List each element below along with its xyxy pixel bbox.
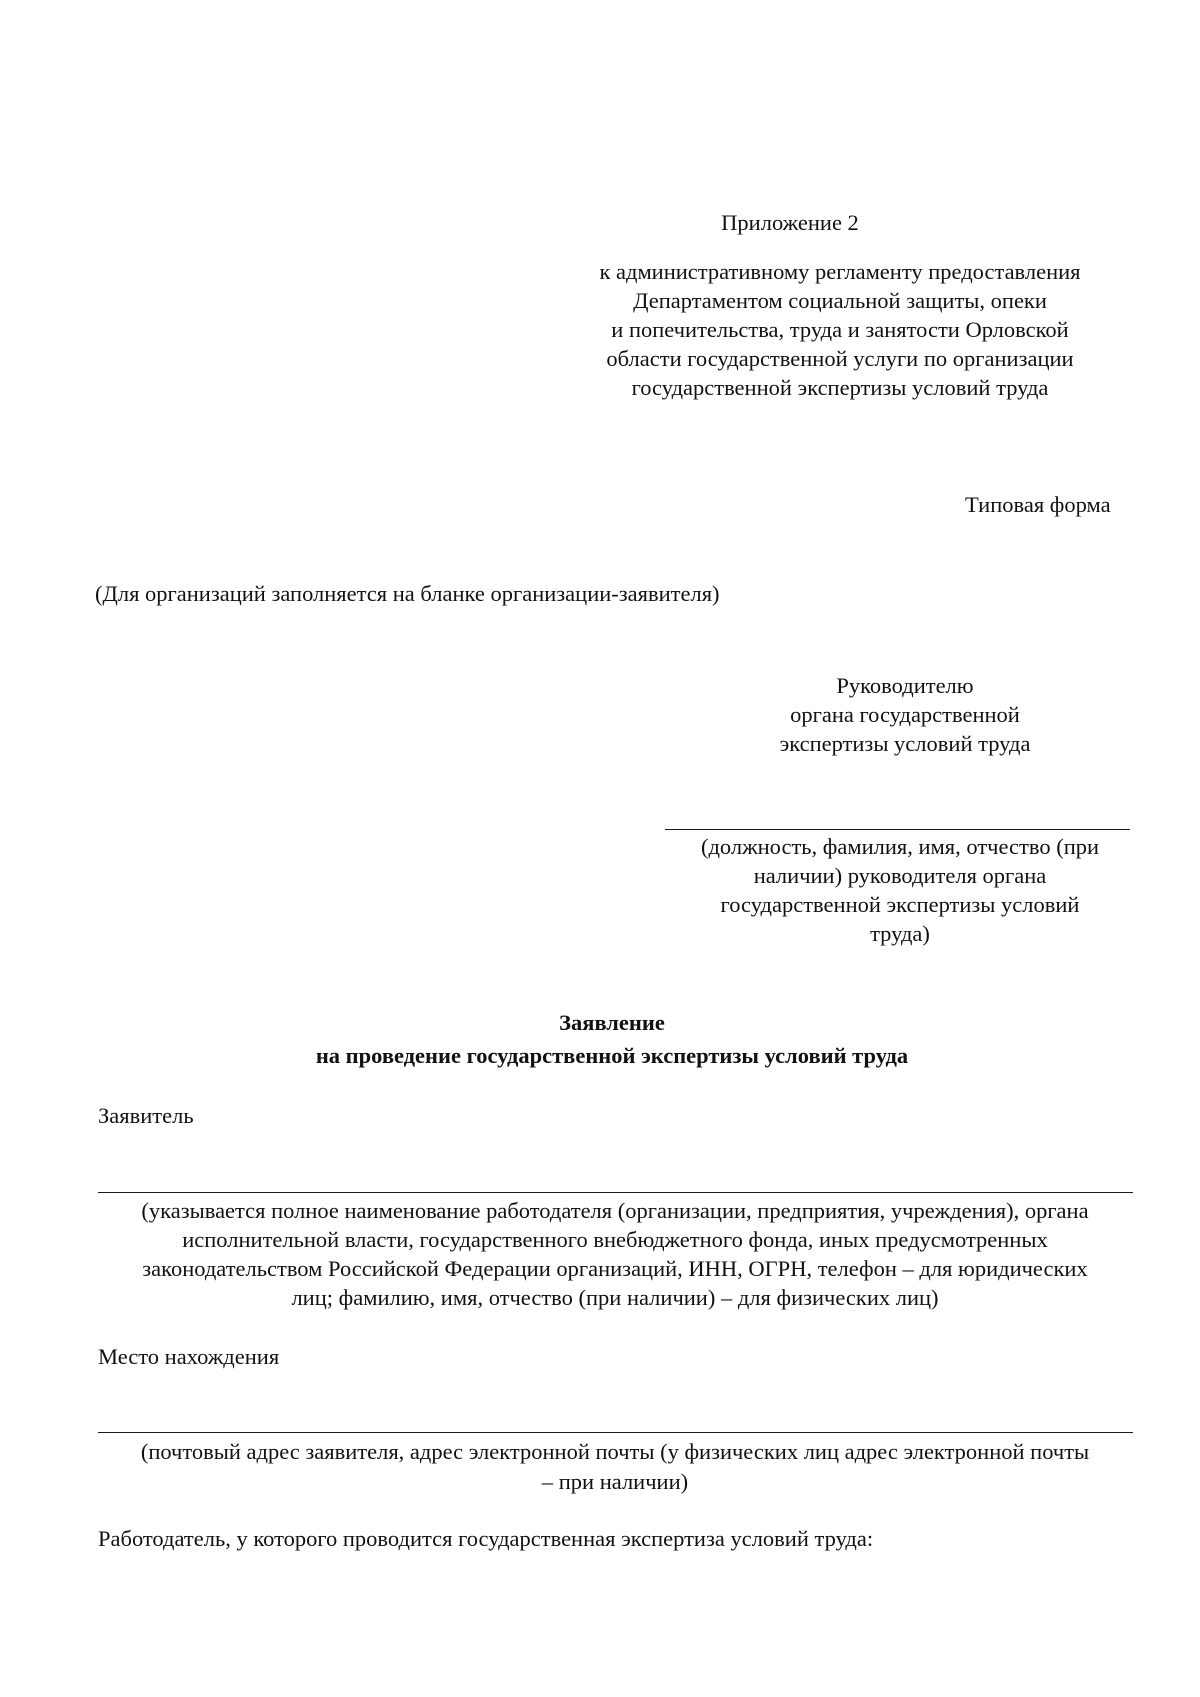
appendix-line: Департаментом социальной защиты, опеки <box>633 288 1047 313</box>
document-heading <box>0 1006 1200 1072</box>
location-label: Место нахождения <box>98 1344 280 1369</box>
employer-label: Работодатель, у которого проводится государственная экспертиза условий труда: <box>98 1526 874 1551</box>
applicant-hint-line: исполнительной власти, государственного внебюджетного фонда, иных предусмотренных <box>182 1227 1048 1252</box>
form-type-label: Типовая форма <box>965 492 1111 517</box>
addressee-hint-line: государственной экспертизы условий <box>720 892 1080 917</box>
heading-title: Заявление <box>559 1010 665 1035</box>
addressee-line: органа государственной <box>790 702 1020 727</box>
addressee-signature-line <box>665 829 1130 830</box>
appendix-line: к административному регламенту предоставления <box>599 259 1081 284</box>
addressee-hint <box>660 832 1140 948</box>
applicant-hint <box>90 1196 1140 1312</box>
applicant-input-line <box>98 1192 1133 1193</box>
blank-note: (Для организаций заполняется на бланке организации-заявителя) <box>95 581 720 606</box>
applicant-hint-line: законодательством Российской Федерации организаций, ИНН, ОГРН, телефон – для юридических <box>142 1256 1088 1281</box>
applicant-label: Заявитель <box>98 1103 194 1128</box>
appendix-line: области государственной услуги по организации <box>606 346 1074 371</box>
location-hint-line: – при наличии) <box>541 1469 689 1494</box>
addressee-hint-line: труда) <box>870 921 930 946</box>
location-input-line <box>98 1432 1133 1433</box>
appendix-description <box>540 257 1140 402</box>
applicant-hint-line: лиц; фамилию, имя, отчество (при наличии) – для физических лиц) <box>291 1285 939 1310</box>
addressee-line: Руководителю <box>836 673 974 698</box>
applicant-hint-line: (указывается полное наименование работодателя (организации, предприятия, учреждения), органа <box>141 1198 1089 1223</box>
appendix-line: государственной экспертизы условий труда <box>631 375 1049 400</box>
location-hint-line: (почтовый адрес заявителя, адрес электронной почты (у физических лиц адрес электронной почты <box>140 1439 1090 1464</box>
appendix-line: и попечительства, труда и занятости Орловской <box>611 317 1069 342</box>
location-hint <box>90 1437 1140 1497</box>
addressee-hint-line: (должность, фамилия, имя, отчество (при <box>700 834 1100 859</box>
addressee-block <box>740 671 1070 758</box>
addressee-line: экспертизы условий труда <box>779 731 1031 756</box>
appendix-title: Приложение 2 <box>721 210 859 235</box>
heading-subtitle: на проведение государственной экспертизы условий труда <box>315 1043 909 1068</box>
addressee-hint-line: наличии) руководителя органа <box>753 863 1047 888</box>
